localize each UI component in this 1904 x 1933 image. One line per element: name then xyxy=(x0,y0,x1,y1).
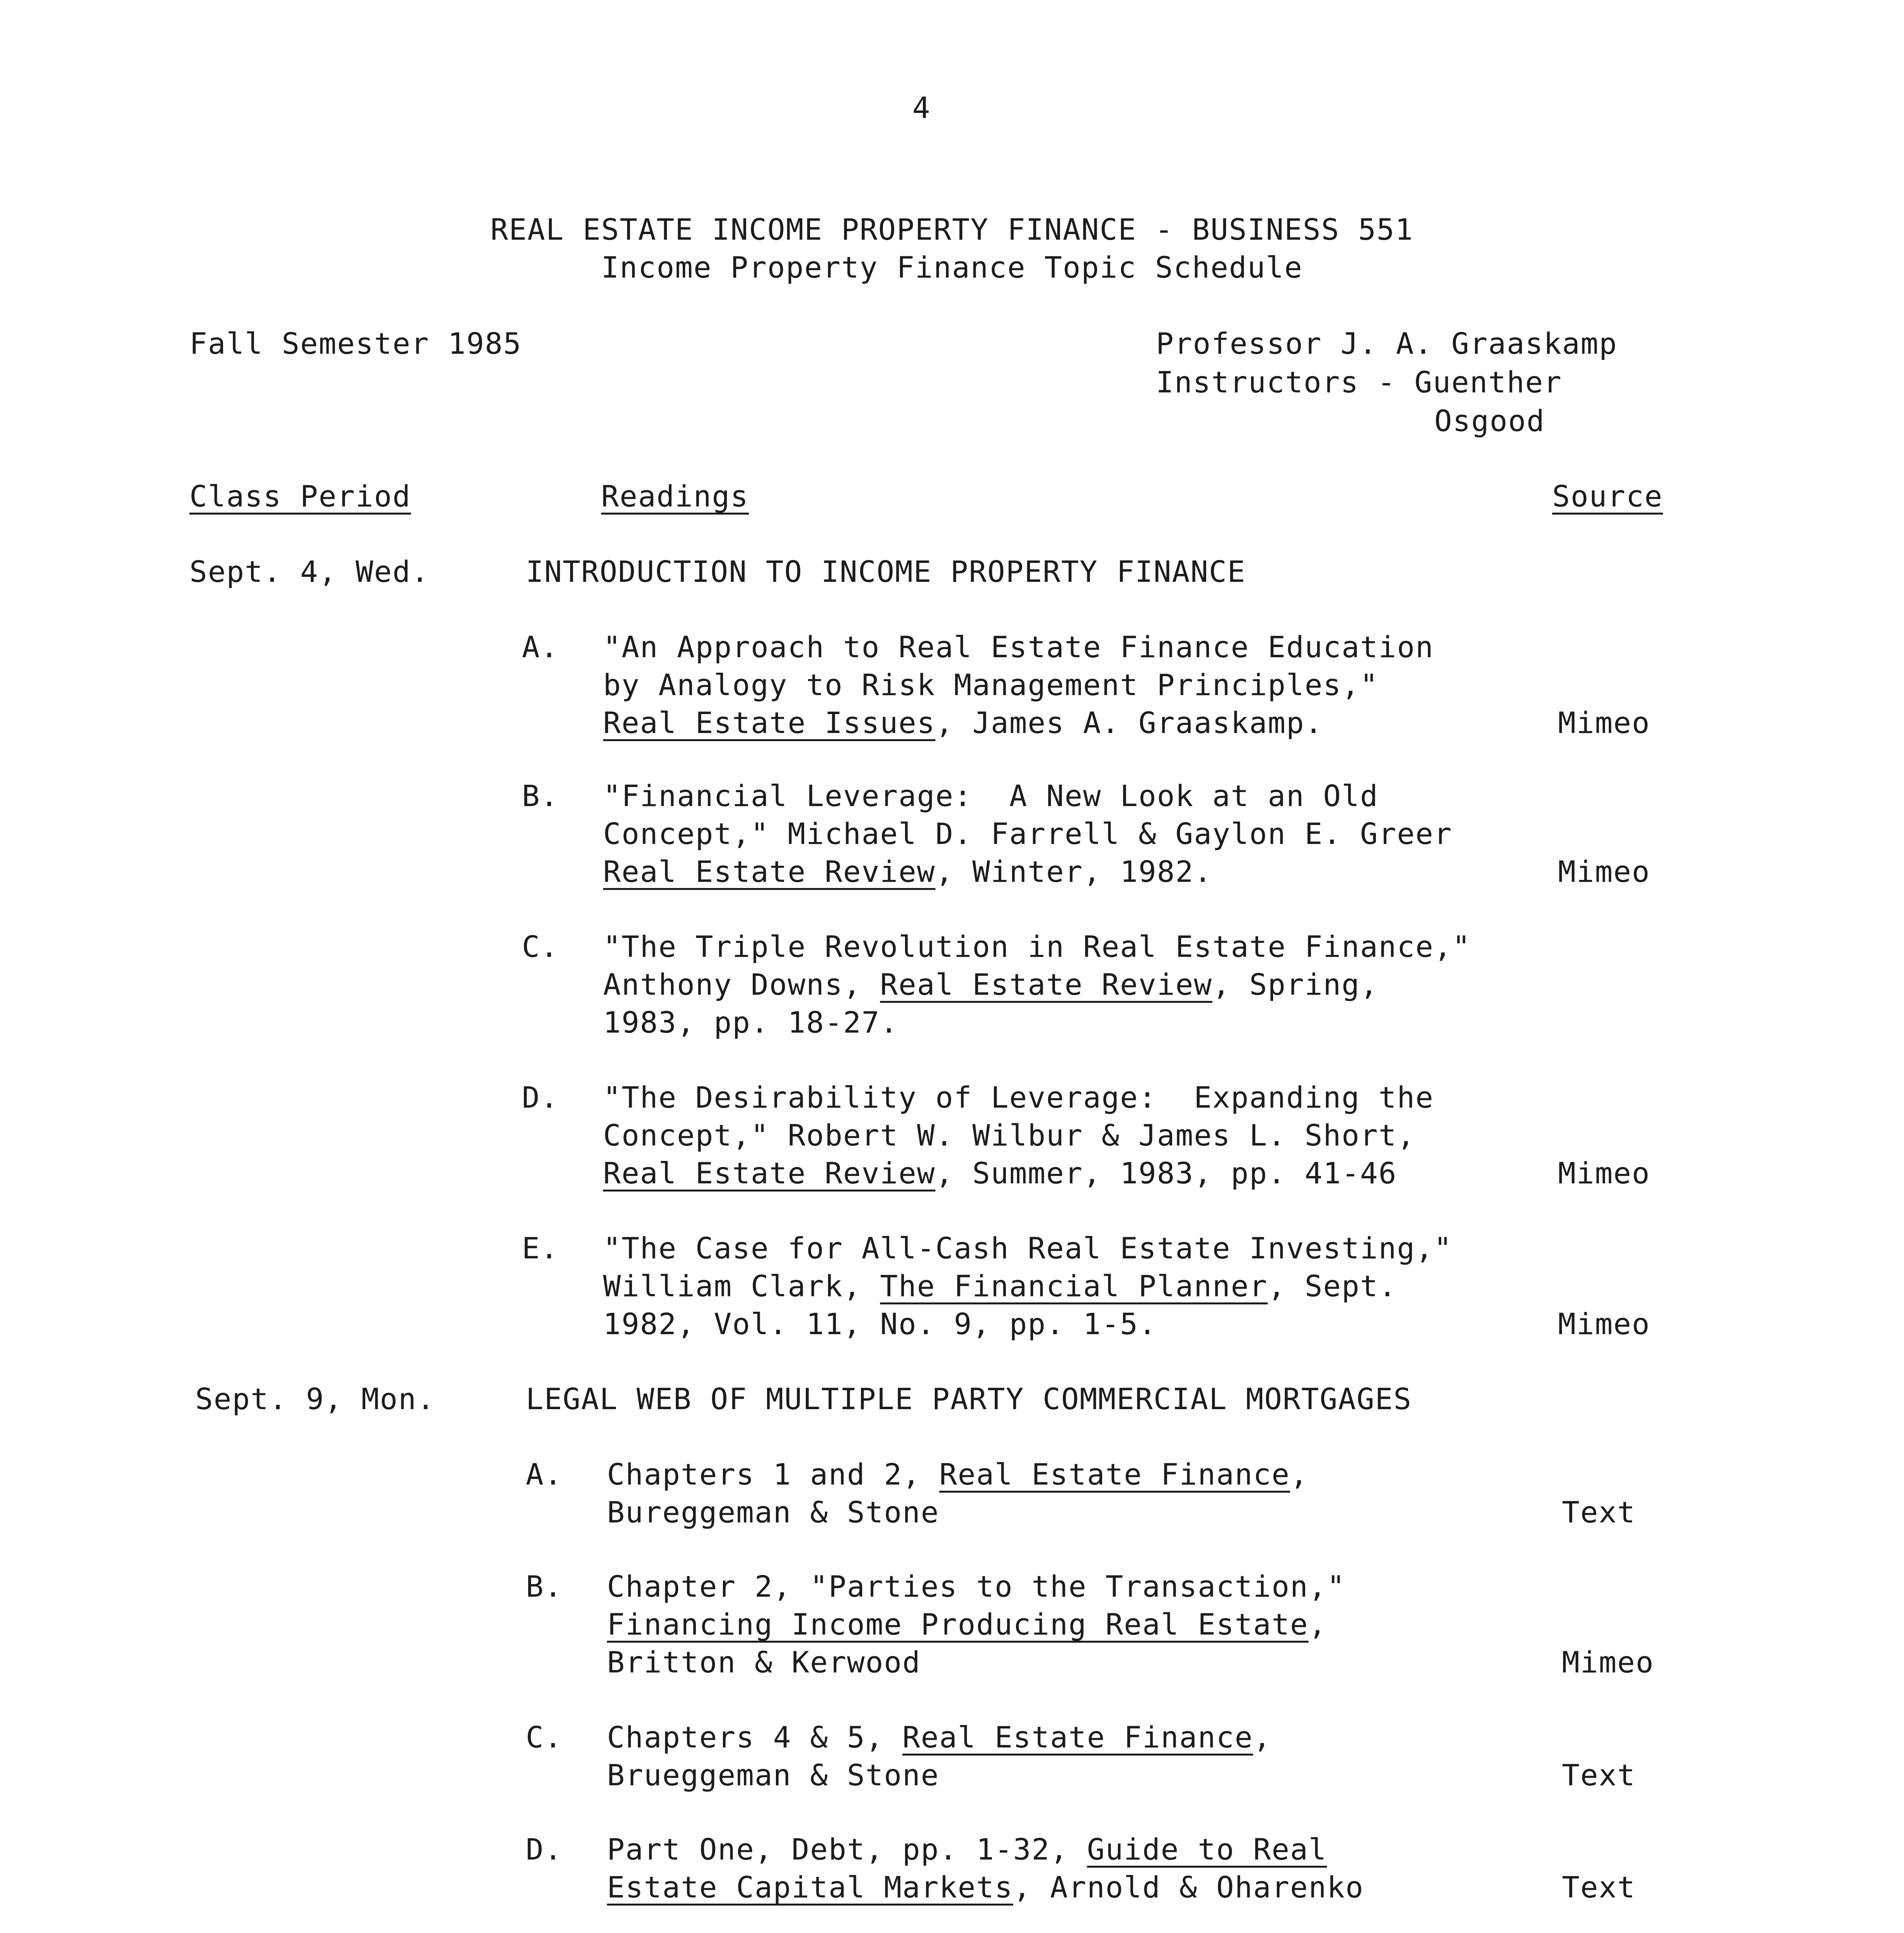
reading-text: Anthony Downs, xyxy=(603,967,880,1002)
reading-text: , xyxy=(1290,1457,1309,1492)
reading-text: , Sept. xyxy=(1268,1269,1397,1303)
column-header-class-period: Class Period xyxy=(189,479,411,513)
reading-letter: C. xyxy=(522,929,559,964)
reading-line: "The Case for All-Cash Real Estate Investing," xyxy=(603,1231,1452,1265)
reading-line: "An Approach to Real Estate Finance Education xyxy=(603,630,1434,664)
reading-line xyxy=(603,704,1323,742)
reading-text: Chapters 4 & 5, xyxy=(607,1720,903,1754)
reading-letter: E. xyxy=(522,1231,559,1265)
class-period-sept-4: Sept. 4, Wed. xyxy=(189,554,430,589)
reading-line xyxy=(603,966,1379,1004)
column-header-readings: Readings xyxy=(601,479,749,513)
reading-line: Concept," Michael D. Farrell & Gaylon E. Greer xyxy=(603,816,1452,851)
reading-letter: A. xyxy=(522,630,559,664)
instructor-osgood: Osgood xyxy=(1434,404,1545,438)
reading-text: , xyxy=(1308,1607,1327,1642)
reading-text: , Arnold & Oharenko xyxy=(1013,1870,1364,1904)
reading-letter: C. xyxy=(526,1720,563,1754)
reading-source: Text xyxy=(1562,1870,1636,1904)
reading-line xyxy=(607,1831,1327,1868)
reading-line xyxy=(603,1154,1397,1192)
reading-source: Mimeo xyxy=(1558,854,1650,889)
professor: Professor J. A. Graaskamp xyxy=(1156,326,1618,361)
reading-line xyxy=(607,1456,1309,1493)
reading-line: Britton & Kerwood xyxy=(607,1645,921,1679)
reading-line: Brueggeman & Stone xyxy=(607,1758,939,1792)
reading-line: Chapter 2, "Parties to the Transaction," xyxy=(607,1569,1346,1604)
instructors: Instructors - Guenther xyxy=(1156,365,1562,399)
publication-title: Financing Income Producing Real Estate xyxy=(607,1607,1309,1642)
reading-line: 1983, pp. 18-27. xyxy=(603,1005,899,1040)
reading-text: , Winter, 1982. xyxy=(935,854,1212,889)
reading-line xyxy=(603,1267,1397,1305)
semester: Fall Semester 1985 xyxy=(189,326,522,361)
reading-text: Chapters 1 and 2, xyxy=(607,1457,939,1492)
reading-source: Mimeo xyxy=(1558,1307,1650,1341)
reading-letter: B. xyxy=(526,1569,563,1604)
reading-source: Mimeo xyxy=(1558,706,1650,740)
publication-title: Guide to Real xyxy=(1087,1832,1327,1867)
reading-letter: A. xyxy=(526,1457,563,1492)
reading-source: Text xyxy=(1562,1758,1636,1792)
session-topic: LEGAL WEB OF MULTIPLE PARTY COMMERCIAL MORTGAGES xyxy=(526,1382,1412,1416)
reading-text: , xyxy=(1253,1720,1272,1754)
course-subtitle: Income Property Finance Topic Schedule xyxy=(601,250,1303,285)
reading-text: , Summer, 1983, pp. 41-46 xyxy=(935,1156,1397,1190)
reading-line: 1982, Vol. 11, No. 9, pp. 1-5. xyxy=(603,1307,1157,1341)
reading-text: , James A. Graaskamp. xyxy=(935,706,1323,740)
class-period-sept-9: Sept. 9, Mon. xyxy=(195,1382,435,1416)
reading-letter: D. xyxy=(526,1832,563,1867)
reading-source: Text xyxy=(1562,1495,1636,1529)
reading-line: "The Desirability of Leverage: Expanding the xyxy=(603,1080,1434,1115)
course-title: REAL ESTATE INCOME PROPERTY FINANCE - BUSINESS 551 xyxy=(490,212,1414,247)
publication-title: The Financial Planner xyxy=(880,1269,1268,1303)
publication-title: Real Estate Review xyxy=(880,967,1212,1002)
publication-title: Estate Capital Markets xyxy=(607,1870,1013,1904)
publication-title: Real Estate Finance xyxy=(939,1457,1290,1492)
reading-line: "Financial Leverage: A New Look at an Old xyxy=(603,779,1379,813)
publication-title: Real Estate Review xyxy=(603,1156,936,1190)
reading-text: Part One, Debt, pp. 1-32, xyxy=(607,1832,1087,1867)
reading-line xyxy=(607,1718,1272,1756)
reading-line xyxy=(607,1606,1327,1643)
publication-title: Real Estate Issues xyxy=(603,706,936,740)
reading-letter: B. xyxy=(522,779,559,813)
page-number: 4 xyxy=(912,90,931,125)
reading-text: William Clark, xyxy=(603,1269,880,1303)
session-topic: INTRODUCTION TO INCOME PROPERTY FINANCE xyxy=(526,554,1246,589)
reading-line xyxy=(603,853,1212,891)
publication-title: Real Estate Review xyxy=(603,854,936,889)
reading-line: Concept," Robert W. Wilbur & James L. Short, xyxy=(603,1118,1416,1152)
reading-letter: D. xyxy=(522,1080,559,1115)
reading-line: Bureggeman & Stone xyxy=(607,1495,939,1529)
column-header-source: Source xyxy=(1552,479,1663,513)
reading-line xyxy=(607,1868,1364,1906)
publication-title: Real Estate Finance xyxy=(902,1720,1253,1754)
reading-line: "The Triple Revolution in Real Estate Finance," xyxy=(603,929,1471,964)
reading-source: Mimeo xyxy=(1558,1156,1650,1190)
reading-text: , Spring, xyxy=(1212,967,1379,1002)
reading-line: by Analogy to Risk Management Principles," xyxy=(603,668,1379,702)
reading-source: Mimeo xyxy=(1562,1645,1654,1679)
